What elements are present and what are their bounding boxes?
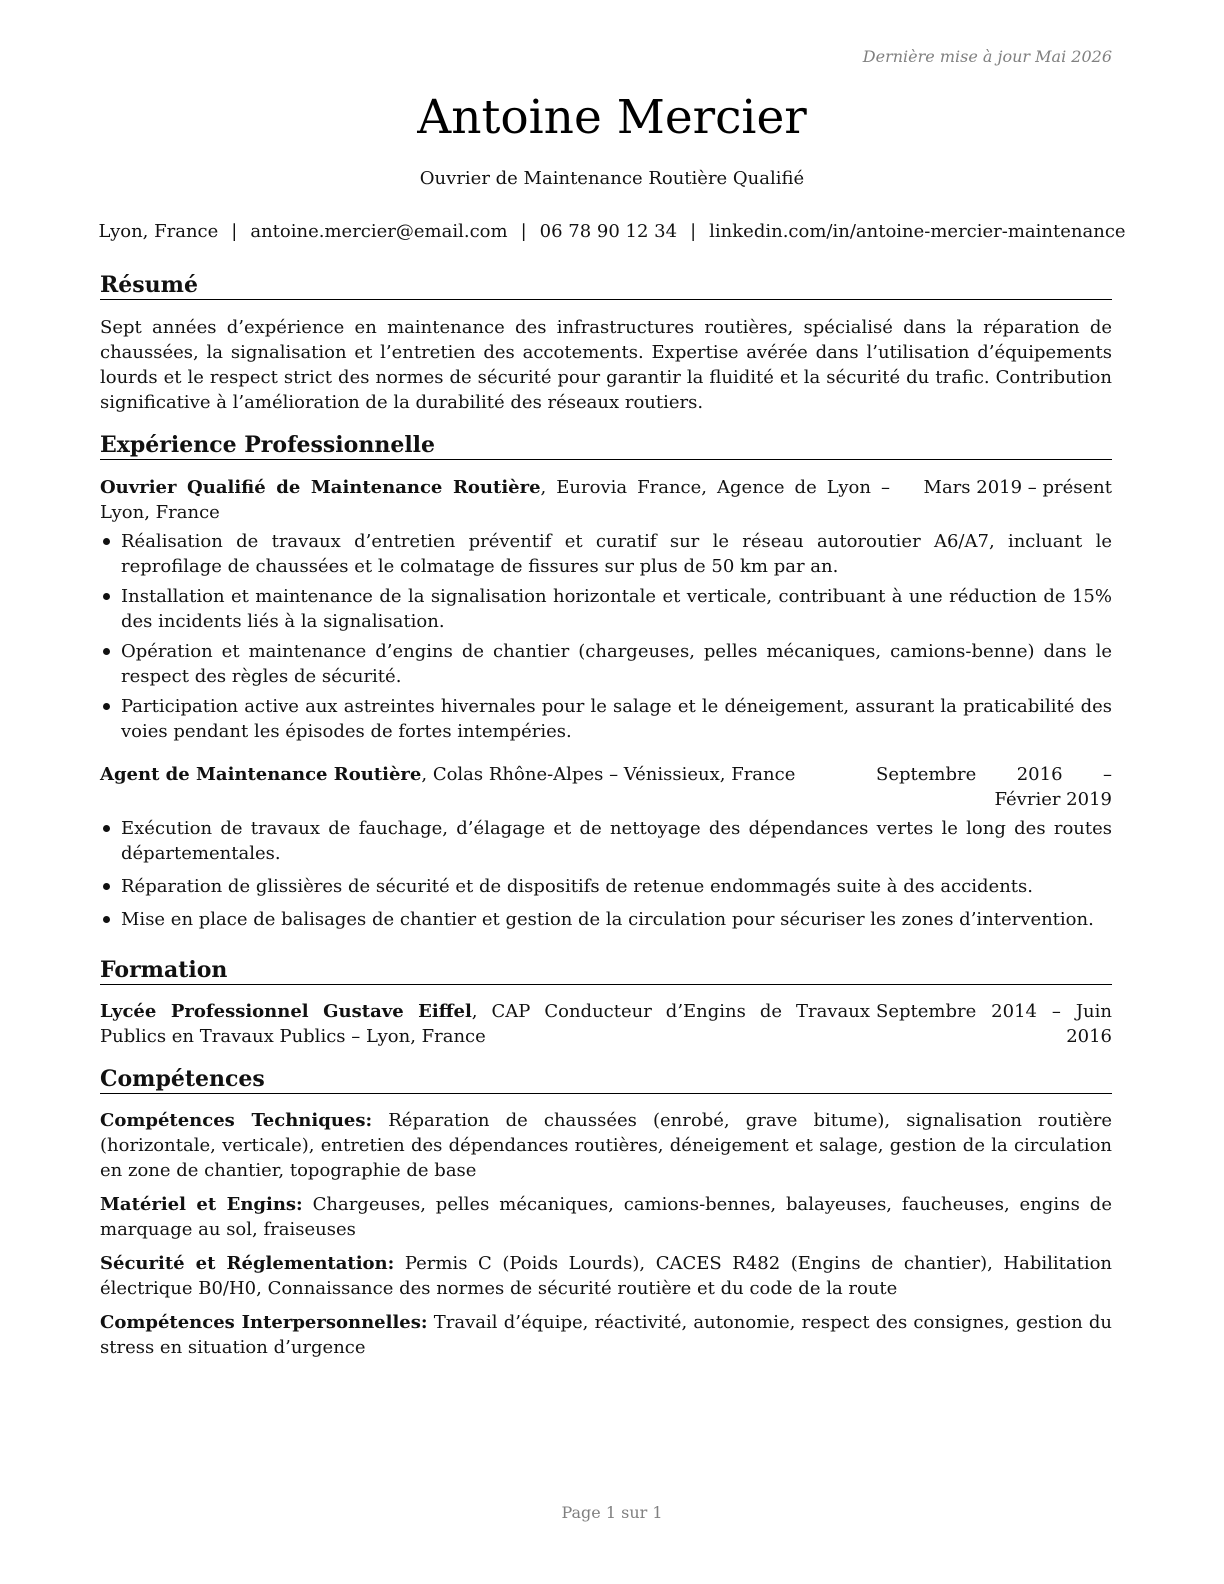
- skill-label: Sécurité et Réglementation:: [100, 1253, 395, 1274]
- job-header: [100, 475, 1112, 525]
- job-bullets: [100, 529, 1112, 744]
- section-heading-experience: Expérience Professionnelle: [100, 431, 1112, 460]
- contact-phone: 06 78 90 12 34: [539, 221, 678, 242]
- list-item: Réalisation de travaux d’entretien préventif et curatif sur le réseau autoroutier A6/A7, incluant le reprofilage de chaussées et le colmatage de fissures sur plus de 50 km par an.: [100, 529, 1112, 579]
- job-entry: [100, 762, 1112, 932]
- last-updated: Dernière mise à jour Mai 2026: [862, 47, 1112, 66]
- page-number: Page 1 sur 1: [561, 1503, 663, 1522]
- list-item: Mise en place de balisages de chantier et gestion de la circulation pour sécuriser les zones d’intervention.: [100, 907, 1112, 932]
- skill-label: Matériel et Engins:: [100, 1194, 303, 1215]
- education-line: [100, 999, 870, 1049]
- job-entry: [100, 475, 1112, 744]
- degree-detail: , CAP Conducteur d’Engins de Travaux Publics en Travaux Publics – Lyon, France: [100, 1001, 870, 1047]
- skill-group: [100, 1310, 1112, 1360]
- separator: |: [520, 221, 527, 242]
- job-employer: , Colas Rhône-Alpes – Vénissieux, France: [421, 764, 796, 785]
- contact-line: [0, 219, 1224, 244]
- list-item: Exécution de travaux de fauchage, d’élagage et de nettoyage des dépendances vertes le long des routes départementales.: [100, 816, 1112, 866]
- skills-section: [100, 1065, 1112, 1360]
- job-header: [100, 762, 1112, 812]
- experience-section: [100, 431, 1112, 937]
- list-item: Installation et maintenance de la signalisation horizontale et verticale, contribuant à une réduction de 15% des incidents liés à la signalisation.: [100, 584, 1112, 634]
- education-entry: [100, 999, 1112, 1049]
- section-heading-education: Formation: [100, 956, 1112, 985]
- skill-group: [100, 1108, 1112, 1183]
- section-heading-summary: Résumé: [100, 271, 1112, 300]
- summary-text: Sept années d’expérience en maintenance des infrastructures routières, spécialisé dans la réparation de chaussées, la signalisation et l’entretien des accotements. Expertise avérée dans l’utilisation d’équipements lourds et le respect strict des normes de sécurité pour garantir la fluidité et la sécurité du trafic. Contribution significative à l’amélioration de la durabilité des réseaux routiers.: [100, 317, 1112, 413]
- separator: |: [690, 221, 697, 242]
- contact-email[interactable]: antoine.mercier@email.com: [250, 221, 508, 242]
- job-title-line: [100, 475, 890, 525]
- job-title: Ouvrier Qualifié de Maintenance Routière: [100, 477, 541, 498]
- contact-linkedin[interactable]: linkedin.com/in/antoine-mercier-maintenance: [709, 221, 1126, 242]
- skill-label: Compétences Interpersonnelles:: [100, 1312, 428, 1333]
- skill-group: [100, 1251, 1112, 1301]
- list-item: Réparation de glissières de sécurité et de dispositifs de retenue endommagés suite à des accidents.: [100, 874, 1112, 899]
- list-item: Opération et maintenance d’engins de chantier (chargeuses, pelles mécaniques, camions-benne) dans le respect des règles de sécurité.: [100, 639, 1112, 689]
- school-name: Lycée Professionnel Gustave Eiffel: [100, 1001, 472, 1022]
- job-dates: Septembre 2016 – Février 2019: [876, 764, 1112, 810]
- skill-text: Réparation de chaussées (enrobé, grave bitume), signalisation routière (horizontale, verticale), entretien des dépendances routières, déneigement et salage, gestion de la circulation en zone de chantier, topographie de base: [100, 1110, 1112, 1181]
- job-dates: Mars 2019 – présent: [923, 477, 1112, 498]
- section-heading-skills: Compétences: [100, 1065, 1112, 1094]
- job-subtitle: Ouvrier de Maintenance Routière Qualifié: [419, 168, 805, 189]
- skill-text: Chargeuses, pelles mécaniques, camions-bennes, balayeuses, faucheuses, engins de marquage au sol, fraiseuses: [100, 1194, 1112, 1240]
- separator: |: [231, 221, 238, 242]
- job-title: Agent de Maintenance Routière: [100, 764, 422, 785]
- skill-text: Travail d’équipe, réactivité, autonomie, respect des consignes, gestion du stress en situation d’urgence: [100, 1312, 1112, 1358]
- skill-group: [100, 1192, 1112, 1242]
- contact-location: Lyon, France: [98, 221, 219, 242]
- job-employer: , Eurovia France, Agence de Lyon – Lyon, France: [100, 477, 890, 523]
- education-dates: Septembre 2014 – Juin 2016: [876, 1001, 1112, 1047]
- summary-section: [100, 271, 1112, 415]
- skill-text: Permis C (Poids Lourds), CACES R482 (Engins de chantier), Habilitation électrique B0/H0, Connaissance des normes de sécurité routière et du code de la route: [100, 1253, 1113, 1299]
- list-item: Participation active aux astreintes hivernales pour le salage et le déneigement, assurant la praticabilité des voies pendant les épisodes de fortes intempéries.: [100, 694, 1112, 744]
- skill-label: Compétences Techniques:: [100, 1110, 373, 1131]
- job-bullets: [100, 816, 1112, 932]
- candidate-name: Antoine Mercier: [417, 90, 807, 145]
- education-section: [100, 956, 1112, 1049]
- job-title-line: [100, 762, 860, 812]
